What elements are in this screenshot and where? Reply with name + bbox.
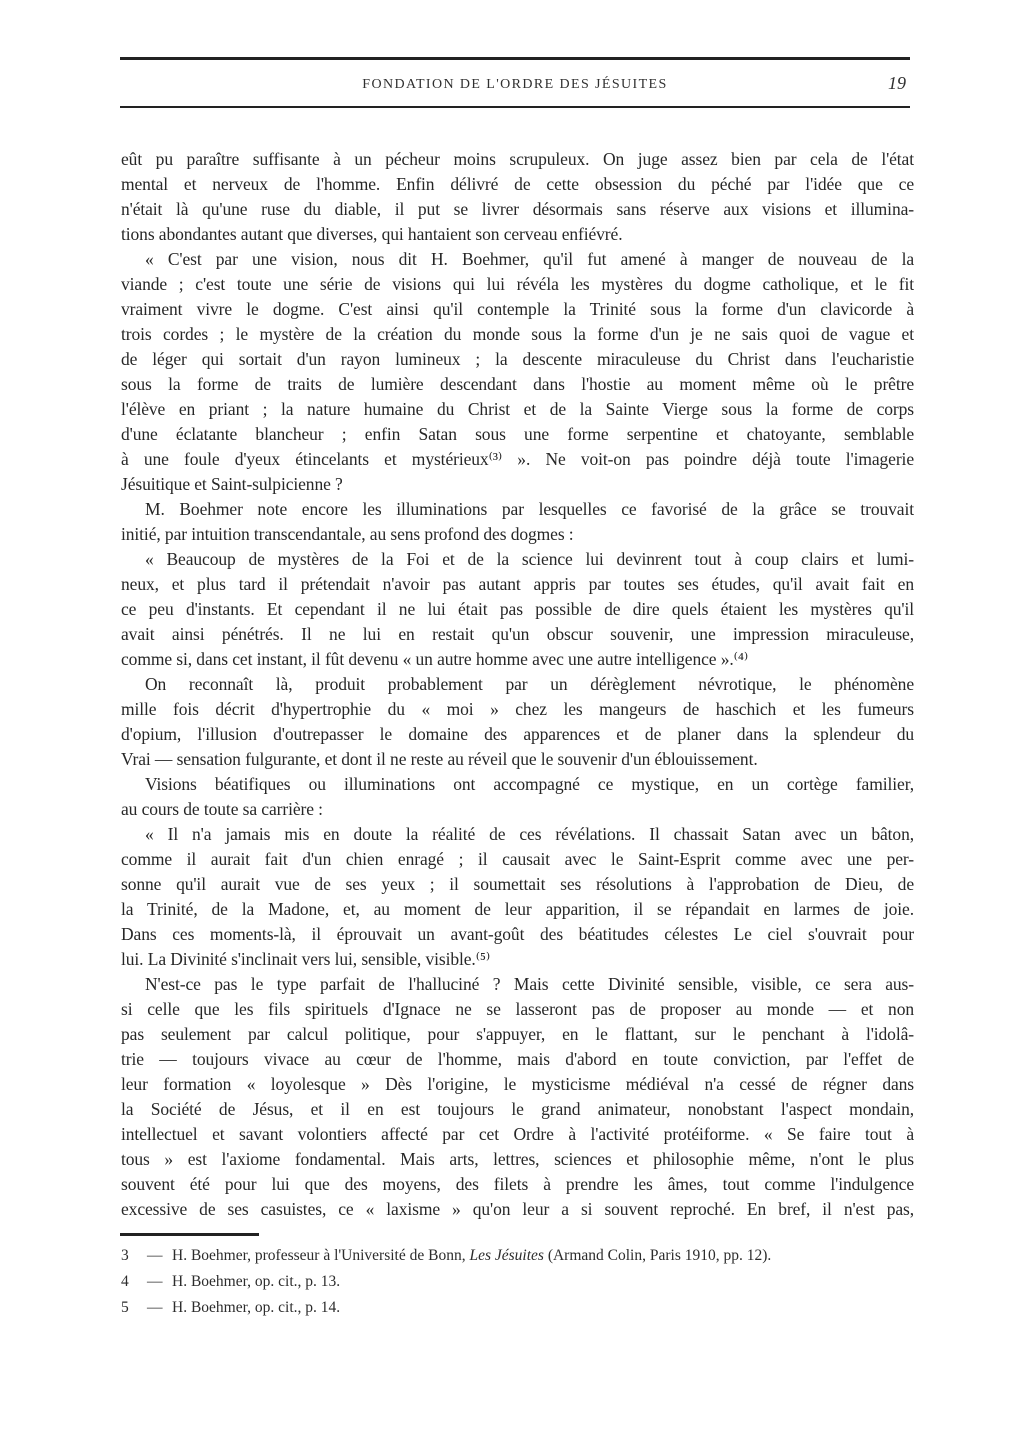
paragraph [121,547,914,672]
header-top-rule [120,57,910,60]
text-line: ce peu d'instants. Et cependant il ne lui était pas possible de dire quels étaient les mystères qu'il [121,599,914,619]
text-line: tions abondantes autant que diverses, qui hantaient son cerveau enfiévré. [121,224,623,244]
text-line: eût pu paraître suffisante à un pécheur moins scrupuleux. On juge assez bien par cela de l'état [121,149,914,169]
text-line: la Trinité, de la Madone, et, au moment de leur apparition, il se répandait en larmes de joie. [121,899,914,919]
body-text [121,147,914,1222]
text-line: vraiment vivre le dogme. C'est ainsi qu'il contemple la Trinité sous la forme d'un clavicorde à [121,299,914,319]
footnote-separator-rule [120,1233,259,1236]
text-line: « C'est par une vision, nous dit H. Boehmer, qu'il fut amené à manger de nouveau de la [145,249,914,269]
text-line: Vrai — sensation fulgurante, et dont il ne reste au réveil que le souvenir d'un éblouissement. [121,749,758,769]
text-line: Dans ces moments-là, il éprouvait un avant-goût des béatitudes célestes Le ciel s'ouvrait pour [121,924,914,944]
running-header [120,73,910,99]
text-line: neux, et plus tard il prétendait n'avoir pas autant appris par toutes ses études, qu'il avait fait en [121,574,914,594]
paragraph [121,972,914,1222]
footnote [121,1269,914,1295]
text-line: d'opium, l'illusion d'outrepasser le domaine des apparences et de planer dans la splendeur du [121,724,914,744]
text-line: au cours de toute sa carrière : [121,799,323,819]
footnote-dash: — [147,1273,163,1290]
header-bottom-rule [120,106,910,108]
text-line: « Beaucoup de mystères de la Foi et de la science lui devinrent tout à coup clairs et lumi- [145,549,914,569]
text-line: mille fois décrit d'hypertrophie du « moi » chez les mangeurs de haschich et les fumeurs [121,699,914,719]
text-line: intellectuel et savant volontiers affecté par cet Ordre à l'activité protéiforme. « Se faire tout à [121,1124,914,1144]
text-line: de léger qui sortait d'un rayon lumineux ; la descente miraculeuse du Christ dans l'eucharistie [121,349,914,369]
paragraph [121,497,914,547]
paragraph [121,772,914,822]
paragraph [121,672,914,772]
text-line: trois cordes ; le mystère de la création du monde sous la forme d'un je ne sais quoi de vague et [121,324,914,344]
page-title: FONDATION DE L'ORDRE DES JÉSUITES [362,77,668,92]
text-line: On reconnaît là, produit probablement par un dérèglement névrotique, le phénomène [145,674,914,694]
text-line: la Société de Jésus, et il en est toujours le grand animateur, nonobstant l'aspect mondain, [121,1099,914,1119]
footnote [121,1243,914,1269]
footnote-text: H. Boehmer, professeur à l'Université de Bonn, Les Jésuites (Armand Colin, Paris 1910, pp. 12). [172,1247,772,1264]
text-line: leur formation « loyolesque » Dès l'origine, le mysticisme médiéval n'a cessé de régner dans [121,1074,914,1094]
text-line: souvent été pour lui que des moyens, des filets à prendre les âmes, tout comme l'indulgence [121,1174,914,1194]
text-line: pas seulement par calcul politique, pour s'appuyer, en le flattant, sur le penchant à l'idolâ- [121,1024,914,1044]
text-line: lui. La Divinité s'inclinait vers lui, sensible, visible.⁽⁵⁾ [121,949,491,969]
text-line: d'une éclatante blancheur ; enfin Satan sous une forme serpentine et chatoyante, semblable [121,424,914,444]
paragraph [121,247,914,497]
text-line: avait ainsi pénétrés. Il ne lui en restait qu'un obscur souvenir, une impression miraculeuse, [121,624,914,644]
text-line: tous » est l'axiome fondamental. Mais arts, lettres, sciences et philosophie même, n'ont le plus [121,1149,914,1169]
text-line: viande ; c'est toute une série de visions qui lui révéla les mystères du dogme catholique, et le fit [121,274,914,294]
footnote [121,1295,914,1321]
paragraph [121,147,914,247]
text-line: n'était là qu'une ruse du diable, il put se livrer désormais sans réserve aux visions et illumina- [121,199,914,219]
text-line: Jésuitique et Saint-sulpicienne ? [121,474,343,494]
page-number: 19 [888,73,906,93]
footnote-text: H. Boehmer, op. cit., p. 14. [172,1299,341,1316]
text-line: N'est-ce pas le type parfait de l'halluciné ? Mais cette Divinité sensible, visible, ce sera aus- [145,974,914,994]
text-line: sonne qu'il aurait vue de ses yeux ; il soumettait ses résolutions à l'approbation de Dieu, de [121,874,914,894]
footnote-text: H. Boehmer, op. cit., p. 13. [172,1273,341,1290]
paragraph [121,822,914,972]
text-line: « Il n'a jamais mis en doute la réalité de ces révélations. Il chassait Satan avec un bâton, [145,824,914,844]
text-line: comme si, dans cet instant, il fût devenu « un autre homme avec une autre intelligence ».⁽⁴⁾ [121,649,749,669]
text-line: excessive de ses casuistes, ce « laxisme » qu'on leur a si souvent reproché. En bref, il n'est pas, [121,1199,914,1219]
text-line: mental et nerveux de l'homme. Enfin délivré de cette obsession du péché par l'idée que ce [121,174,914,194]
footnote-number: 4 [121,1273,129,1290]
text-line: Visions béatifiques ou illuminations ont accompagné ce mystique, en un cortège familier, [145,774,914,794]
text-line: si celle que les fils spirituels d'Ignace ne se lasseront pas de proposer au monde — et non [121,999,914,1019]
text-line: comme il aurait fait d'un chien enragé ; il causait avec le Saint-Esprit comme avec une per- [121,849,914,869]
text-line: trie — toujours vivace au cœur de l'homme, mais d'abord en toute conviction, par l'effet de [121,1049,914,1069]
text-line: sous la forme de traits de lumière descendant dans l'hostie au moment même où le prêtre [121,374,914,394]
text-line: l'élève en priant ; la nature humaine du Christ et de la Sainte Vierge sous la forme de corps [121,399,914,419]
footnote-number: 5 [121,1299,129,1316]
footnote-number: 3 [121,1247,129,1264]
footnote-dash: — [147,1299,163,1316]
footnotes-list [121,1243,914,1321]
text-line: initié, par intuition transcendantale, au sens profond des dogmes : [121,524,574,544]
footnote-dash: — [147,1247,163,1264]
text-line: à une foule d'yeux étincelants et mystérieux⁽³⁾ ». Ne voit-on pas poindre déjà toute l'imagerie [121,449,914,469]
text-line: M. Boehmer note encore les illuminations par lesquelles ce favorisé de la grâce se trouvait [145,499,914,519]
